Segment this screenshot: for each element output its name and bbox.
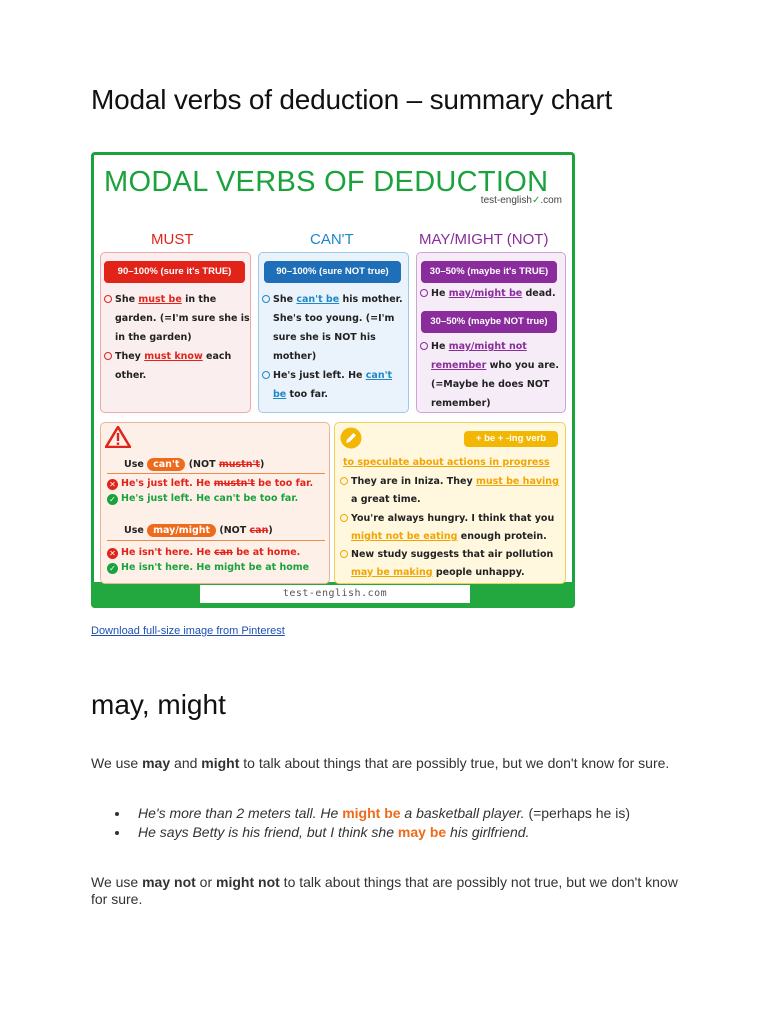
may-might-card [416,252,566,413]
infographic-brand: test-english✓.com [480,195,562,206]
bullet-icon [420,342,428,350]
may-might-pill-true: 30–50% (maybe it's TRUE) [421,261,557,283]
section-heading: may, might [91,689,226,720]
warning-card [100,422,330,584]
right-example: ✓ He's just left. He can't be too far. [107,493,298,505]
may-might-pill-not-true: 30–50% (maybe NOT true) [421,311,557,333]
warning-rule-2: Use may/might (NOT can) [124,525,273,536]
speculate-card [334,422,566,584]
divider [107,540,325,541]
bullet-icon [340,550,348,558]
paragraph-may-not-might-not: We use may not or might not to talk about things that are possibly not true, but we don't know for sure. [91,874,678,907]
heading-may-might: MAY/MIGHT (NOT) [419,231,549,248]
divider [107,473,325,474]
download-pinterest-link[interactable]: Download full-size image from Pinterest [91,625,285,637]
speculate-example-line: You're always hungry. I think that you [340,513,554,524]
cant-example-line: She can't be his mother. [262,294,403,305]
cant-example-line: sure she is NOT his [273,332,376,343]
may-might-example-line: He may/might not [420,341,527,352]
warning-rule-1: Use can't (NOT mustn't) [124,459,265,470]
ing-verb-tag: + be + -ing verb [464,431,558,447]
speculate-example-line: might not be eating enough protein. [351,531,547,542]
must-example-line: She must be in the [104,294,216,305]
infographic-title: MODAL VERBS OF DEDUCTION [104,166,549,198]
check-circle-icon: ✓ [107,563,118,574]
speculate-example-line: a great time. [351,494,421,505]
list-item: He says Betty is his friend, but I think she may be his girlfriend. [91,824,681,841]
must-example-line: garden. (=I'm sure she is [115,313,250,324]
bullet-icon [115,831,119,835]
bullet-icon [340,477,348,485]
bullet-icon [262,295,270,303]
cant-example-line: He's just left. He can't [262,370,392,381]
check-icon: ✓ [531,195,541,206]
wrong-example: ✕ He isn't here. He can be at home. [107,547,300,559]
speculate-example-line: New study suggests that air pollution [340,549,553,560]
page-title: Modal verbs of deduction – summary chart [91,84,613,115]
warning-icon [105,426,131,448]
must-certainty-pill: 90–100% (sure it's TRUE) [104,261,245,283]
example-list [91,805,681,843]
list-item: He's more than 2 meters tall. He might be a basketball player. (=perhaps he is) [91,805,681,822]
bullet-icon [104,295,112,303]
cant-certainty-pill: 90–100% (sure NOT true) [264,261,401,283]
right-example: ✓ He isn't here. He might be at home [107,562,309,574]
bullet-icon [420,289,428,297]
cross-icon: ✕ [107,548,118,559]
may-might-example-line: He may/might be dead. [420,288,556,299]
pencil-icon [340,427,362,449]
cant-card [258,252,409,413]
may-might-example-line: remember) [431,398,491,409]
must-card [100,252,251,413]
may-might-example-line: remember who you are. [431,360,559,371]
bullet-icon [115,812,119,816]
speculate-subtitle: to speculate about actions in progress [343,457,550,468]
deduction-infographic [91,152,575,608]
wrong-example: ✕ He's just left. He mustn't be too far. [107,478,313,490]
must-example-line: in the garden) [115,332,192,343]
cant-example-line: mother) [273,351,317,362]
must-example-line: They must know each [104,351,231,362]
bullet-icon [262,371,270,379]
cant-example-line: be too far. [273,389,328,400]
bullet-icon [340,514,348,522]
speculate-example-line: may be making people unhappy. [351,567,525,578]
check-circle-icon: ✓ [107,494,118,505]
heading-cant: CAN'T [310,231,354,248]
paragraph-may-might: We use may and might to talk about things that are possibly true, but we don't know for sure. [91,755,670,771]
infographic-footer-brand: test-english.com [200,585,470,603]
speculate-example-line: They are in Iniza. They must be having [340,476,559,487]
cant-example-line: She's too young. (=I'm [273,313,395,324]
heading-must: MUST [151,231,194,248]
may-might-example-line: (=Maybe he does NOT [431,379,550,390]
cross-icon: ✕ [107,479,118,490]
must-example-line: other. [115,370,147,381]
bullet-icon [104,352,112,360]
